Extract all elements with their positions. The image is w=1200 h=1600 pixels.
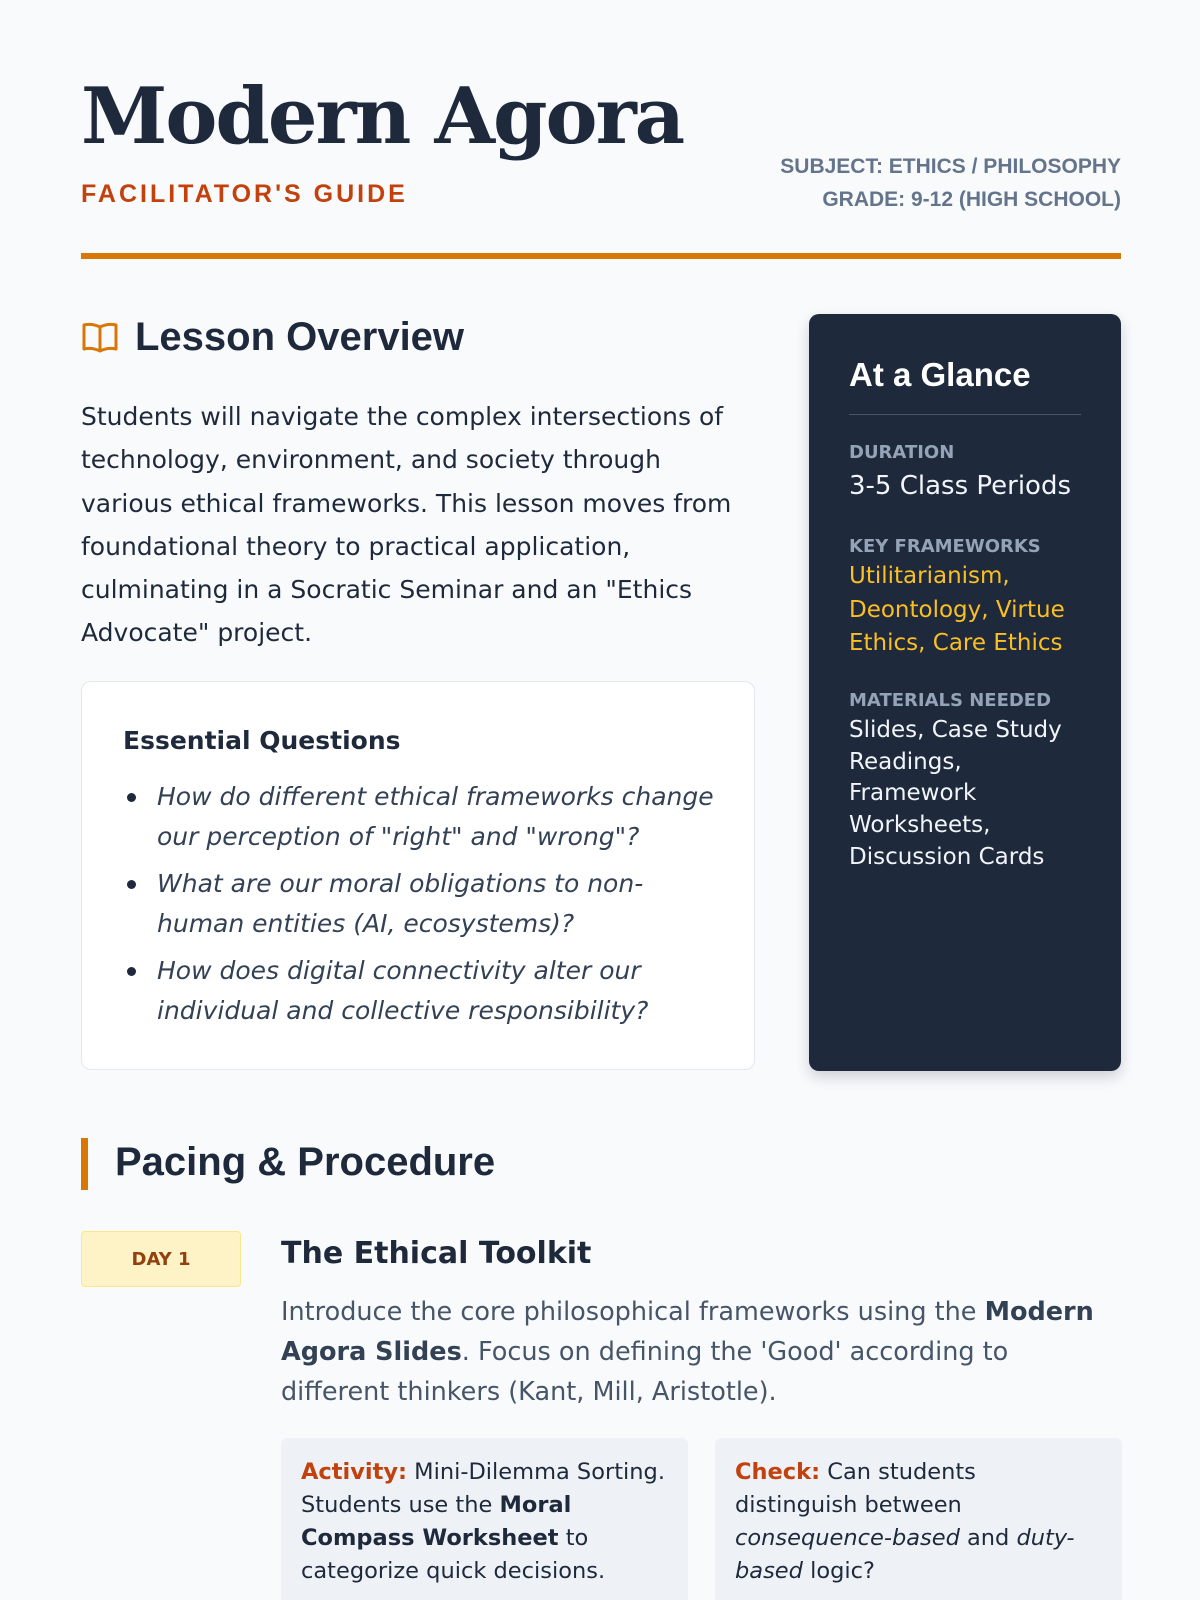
activity-text-part: to categorize quick decisions. [301,1525,606,1584]
check-text-part: and [959,1525,1017,1551]
page-title: Modern Agora [81,71,684,162]
lesson-meta [780,150,1121,216]
check-text-emphasis: consequence-based [735,1525,960,1551]
overview-text: Students will navigate the complex intersections of technology, environment, and society through various ethical frameworks. This lesson moves from foundational theory to practical application, culminating in a Socratic Seminar and an "Ethics Advocate" project. [81,402,732,648]
bullet-icon [127,880,136,889]
header-divider [81,253,1121,259]
question-text: How does digital connectivity alter our individual and collective responsibility? [157,956,649,1025]
question-text: How do different ethical frameworks change our perception of "right" and "wrong"? [157,782,714,851]
essential-questions-list [123,777,723,1038]
duration-label: DURATION [849,442,955,463]
activity-label: Activity: [301,1459,408,1485]
question-text: What are our moral obligations to non-human entities (AI, ecosystems)? [157,869,644,938]
day-text-part: Introduce the core philosophical frameworks using the [281,1297,985,1327]
list-item [123,777,723,857]
check-text-part: Can students distinguish between [735,1459,976,1518]
materials-label: MATERIALS NEEDED [849,690,1052,711]
day-description [281,1292,1121,1412]
open-book-icon [81,320,119,356]
check-text-part: logic? [802,1558,875,1584]
check-text-emphasis: duty-based [735,1525,1075,1584]
list-item [123,951,723,1031]
pacing-title: Pacing & Procedure [115,1140,496,1184]
duration-value: 3-5 Class Periods [849,471,1072,501]
day-text-part: . Focus on defining the 'Good' according to different thinkers (Kant, Mill, Aristotle). [281,1337,1009,1407]
page-subtitle: FACILITATOR'S GUIDE [81,180,408,208]
activity-box [281,1438,688,1600]
frameworks-label: KEY FRAMEWORKS [849,536,1041,557]
essential-questions-card [81,681,755,1070]
at-a-glance-card [809,314,1121,1071]
bullet-icon [127,793,136,802]
glance-divider [849,414,1081,415]
subject-label: SUBJECT: ETHICS / PHILOSOPHY [780,155,1121,178]
frameworks-value: Utilitarianism, Deontology, Virtue Ethics, Care Ethics [849,563,1065,656]
activity-text-emphasis: Moral Compass Worksheet [301,1492,572,1551]
overview-heading [81,315,464,360]
list-item [123,864,723,944]
day-badge: DAY 1 [81,1231,241,1287]
check-text [735,1456,1105,1588]
check-label: Check: [735,1459,821,1485]
day-title: The Ethical Toolkit [281,1236,592,1271]
section-accent-bar [81,1138,88,1190]
guide-page [81,0,1121,1600]
bullet-icon [127,967,136,976]
overview-title: Lesson Overview [135,315,465,359]
day-text-emphasis: Modern Agora Slides [281,1297,1094,1367]
activity-text-part: Mini-Dilemma Sorting. Students use the [301,1459,665,1518]
activity-text [301,1456,671,1588]
check-box [715,1438,1122,1600]
glance-title: At a Glance [849,356,1031,393]
materials-value: Slides, Case Study Readings, Framework Worksheets, Discussion Cards [849,717,1062,870]
grade-label: GRADE: 9-12 (HIGH SCHOOL) [822,188,1121,211]
essential-questions-title: Essential Questions [123,726,401,755]
